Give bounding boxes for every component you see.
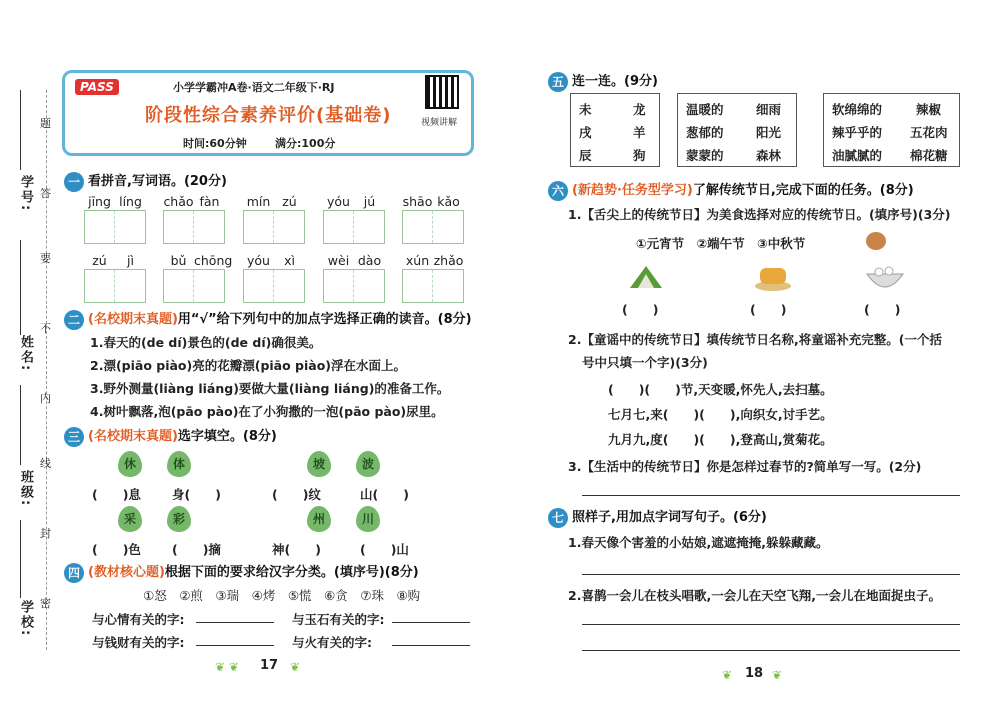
festival-options: ①元宵节 ②端午节 ③中秋节 bbox=[636, 236, 806, 251]
pinyin-label: xì bbox=[284, 253, 295, 268]
match-item[interactable]: 羊 bbox=[633, 125, 646, 140]
section-number: 二 bbox=[64, 310, 84, 330]
pinyin-label: jú bbox=[363, 194, 376, 209]
page-title: 阶段性综合素养评价(基础卷) bbox=[145, 105, 392, 126]
writing-grid[interactable] bbox=[243, 210, 305, 244]
pinyin-label: fàn bbox=[199, 194, 220, 209]
match-item[interactable]: 阳光 bbox=[756, 125, 782, 140]
mooncake-plate-icon bbox=[752, 262, 794, 292]
section-1-title: 一 看拼音,写词语。(20分) bbox=[64, 170, 227, 192]
page-number: 18 bbox=[745, 666, 764, 681]
match-item[interactable]: 未 bbox=[579, 102, 592, 117]
classify-label: 与火有关的字: bbox=[292, 635, 372, 650]
pinyin-label: jīng bbox=[88, 194, 111, 209]
pinyin-label: chǎo bbox=[163, 194, 194, 209]
match-item[interactable]: 五花肉 bbox=[910, 125, 948, 140]
leaf-char: 彩 bbox=[167, 506, 191, 532]
section-2-title: 二 (名校期末真题)用“√”给下列句中的加点字选择正确的读音。(8分) bbox=[64, 308, 472, 330]
school-line bbox=[20, 520, 21, 598]
score-label: 满分:100分 bbox=[275, 137, 336, 150]
seal-line bbox=[46, 90, 47, 650]
pass-logo: PASS bbox=[75, 79, 119, 95]
question-text: 3.【生活中的传统节日】你是怎样过春节的?简单写一写。(2分) bbox=[568, 459, 922, 474]
match-item[interactable]: 细雨 bbox=[756, 102, 782, 117]
fill-blank[interactable]: 神( ) bbox=[272, 542, 321, 557]
match-item[interactable]: 辰 bbox=[579, 148, 592, 163]
match-item[interactable]: 戌 bbox=[579, 125, 592, 140]
class-line bbox=[20, 385, 21, 465]
leaf-char: 休 bbox=[118, 451, 142, 477]
writing-grid[interactable] bbox=[402, 269, 464, 303]
pinyin-label: líng bbox=[119, 194, 142, 209]
classify-label: 与玉石有关的字: bbox=[292, 612, 385, 627]
match-item[interactable]: 狗 bbox=[633, 148, 646, 163]
section-number: 六 bbox=[548, 181, 568, 201]
section-6-title: 六 (新趋势·任务型学习)了解传统节日,完成下面的任务。(8分) bbox=[548, 179, 914, 201]
answer-line[interactable] bbox=[392, 645, 470, 646]
pinyin-label: shāo bbox=[402, 194, 433, 209]
fill-blank[interactable]: 身( ) bbox=[172, 487, 221, 502]
section-number: 三 bbox=[64, 427, 84, 447]
school-label: 学校: bbox=[18, 600, 33, 638]
section-number: 七 bbox=[548, 508, 568, 528]
rhyme-line[interactable]: 九月九,度( )( ),登高山,赏菊花。 bbox=[608, 432, 833, 447]
answer-line[interactable] bbox=[582, 624, 960, 625]
fill-blank[interactable]: 山( ) bbox=[360, 487, 409, 502]
match-item[interactable]: 油腻腻的 bbox=[832, 148, 883, 163]
answer-line[interactable] bbox=[582, 495, 960, 496]
answer-paren[interactable]: ( ) bbox=[750, 302, 787, 317]
writing-grid[interactable] bbox=[163, 210, 225, 244]
seal-char: 答 bbox=[40, 187, 51, 200]
section-number: 四 bbox=[64, 563, 84, 583]
qr-code-icon bbox=[425, 75, 459, 109]
pinyin-label: kǎo bbox=[437, 194, 460, 209]
writing-grid[interactable] bbox=[323, 269, 385, 303]
class-label: 班级: bbox=[18, 470, 33, 508]
pinyin-label: bǔ bbox=[170, 253, 187, 268]
rhyme-line[interactable]: 七月七,来( )( ),向织女,讨手艺。 bbox=[608, 407, 833, 422]
writing-grid[interactable] bbox=[163, 269, 225, 303]
fill-blank[interactable]: ( )摘 bbox=[172, 542, 221, 557]
answer-line[interactable] bbox=[392, 622, 470, 623]
leaf-char: 州 bbox=[307, 506, 331, 532]
name-line bbox=[20, 240, 21, 335]
match-item[interactable]: 辣椒 bbox=[916, 102, 942, 117]
section-3-title: 三 (名校期末真题)选字填空。(8分) bbox=[64, 425, 277, 447]
section-5-title: 五 连一连。(9分) bbox=[548, 70, 658, 92]
pinyin-label: chōng bbox=[194, 253, 233, 268]
series-label: 小学学霸冲A卷·语文二年级下·RJ bbox=[173, 81, 335, 94]
writing-grid[interactable] bbox=[84, 210, 146, 244]
seal-char: 密 bbox=[40, 597, 51, 610]
pinyin-label: mín bbox=[246, 194, 271, 209]
writing-grid[interactable] bbox=[323, 210, 385, 244]
writing-grid[interactable] bbox=[84, 269, 146, 303]
seal-char: 不 bbox=[40, 322, 51, 335]
section-number: 一 bbox=[64, 172, 84, 192]
answer-paren[interactable]: ( ) bbox=[864, 302, 901, 317]
example-sentence: 1.春天像个害羞的小姑娘,遮遮掩掩,躲躲藏藏。 bbox=[568, 535, 829, 550]
section-7-title: 七 照样子,用加点字词写句子。(6分) bbox=[548, 506, 767, 528]
leaf-char: 波 bbox=[356, 451, 380, 477]
pinyin-label: zú bbox=[92, 253, 107, 268]
char-list: ①怒 ②煎 ③瑞 ④烤 ⑤慌 ⑥贪 ⑦珠 ⑧购 bbox=[143, 588, 421, 603]
pinyin-label: yóu bbox=[247, 253, 270, 268]
leaf-char: 川 bbox=[356, 506, 380, 532]
question-line: 2.漂(piāo piào)亮的花瓣漂(piāo piào)浮在水面上。 bbox=[90, 358, 407, 373]
answer-paren[interactable]: ( ) bbox=[622, 302, 659, 317]
qr-label: 视频讲解 bbox=[421, 118, 458, 128]
student-id-label: 学号: bbox=[18, 175, 33, 213]
sprout-icon: ❦ bbox=[722, 668, 733, 682]
example-sentence: 2.喜鹊一会儿在枝头唱歌,一会儿在天空飞翔,一会儿在地面捉虫子。 bbox=[568, 588, 941, 603]
match-item[interactable]: 龙 bbox=[633, 102, 646, 117]
seal-char: 题 bbox=[40, 117, 51, 130]
question-text: 1.【舌尖上的传统节日】为美食选择对应的传统节日。(填序号)(3分) bbox=[568, 207, 951, 222]
page-number: 17 bbox=[260, 658, 279, 673]
title-frame bbox=[62, 70, 474, 156]
match-item[interactable]: 葱郁的 bbox=[686, 125, 724, 140]
match-group-2 bbox=[677, 93, 797, 167]
writing-grid[interactable] bbox=[402, 210, 464, 244]
classify-label: 与钱财有关的字: bbox=[92, 635, 185, 650]
seal-char: 要 bbox=[40, 252, 51, 265]
name-label: 姓名: bbox=[18, 335, 33, 373]
pinyin-label: wèi bbox=[327, 253, 350, 268]
fill-blank[interactable]: ( )色 bbox=[92, 542, 141, 557]
time-label: 时间:60分钟 bbox=[183, 137, 247, 150]
answer-line[interactable] bbox=[582, 574, 960, 575]
section-4-title: 四 (教材核心题)根据下面的要求给汉字分类。(填序号)(8分) bbox=[64, 561, 419, 583]
match-item[interactable]: 森林 bbox=[756, 148, 782, 163]
match-item[interactable]: 棉花糖 bbox=[910, 148, 948, 163]
student-id-line bbox=[20, 90, 21, 170]
section-number: 五 bbox=[548, 72, 568, 92]
rhyme-line[interactable]: ( )( )节,天变暖,怀先人,去扫墓。 bbox=[608, 382, 833, 397]
pinyin-label: xún bbox=[405, 253, 430, 268]
answer-line[interactable] bbox=[582, 650, 960, 651]
pinyin-label: dào bbox=[357, 253, 382, 268]
match-item[interactable]: 温暖的 bbox=[686, 102, 724, 117]
match-group-1 bbox=[570, 93, 660, 167]
tangyuan-bowl-icon bbox=[864, 262, 906, 292]
match-item[interactable]: 蒙蒙的 bbox=[686, 148, 724, 163]
question-line: 1.春天的(de dí)景色的(de dí)确很美。 bbox=[90, 335, 322, 350]
fill-blank[interactable]: ( )纹 bbox=[272, 487, 321, 502]
seal-char: 封 bbox=[40, 527, 51, 540]
question-text: 号中只填一个字)(3分) bbox=[582, 355, 708, 370]
question-line: 4.树叶飘落,泡(pāo pào)在了小狗撒的一泡(pāo pào)尿里。 bbox=[90, 404, 444, 419]
zongzi-icon bbox=[626, 262, 666, 292]
pinyin-label: yóu bbox=[327, 194, 350, 209]
sprout-icon: ❦ ❦ bbox=[215, 660, 239, 674]
answer-line[interactable] bbox=[196, 622, 274, 623]
question-line: 3.野外测量(liàng liáng)要做大量(liàng liáng)的准备工作。 bbox=[90, 381, 450, 396]
leaf-char: 坡 bbox=[307, 451, 331, 477]
writing-grid[interactable] bbox=[243, 269, 305, 303]
match-item[interactable]: 辣乎乎的 bbox=[832, 125, 883, 140]
question-text: 2.【童谣中的传统节日】填传统节日名称,将童谣补充完整。(一个括 bbox=[568, 332, 942, 347]
match-group-3 bbox=[823, 93, 960, 167]
sprout-icon: ❦ bbox=[772, 668, 783, 682]
fill-blank[interactable]: ( )息 bbox=[92, 487, 141, 502]
sprout-icon: ❦ bbox=[290, 660, 301, 674]
leaf-char: 体 bbox=[167, 451, 191, 477]
match-item[interactable]: 软绵绵的 bbox=[832, 102, 883, 117]
seal-char: 内 bbox=[40, 392, 51, 405]
mooncake-icon bbox=[866, 232, 886, 250]
leaf-char: 采 bbox=[118, 506, 142, 532]
pinyin-label: zhǎo bbox=[433, 253, 464, 268]
answer-line[interactable] bbox=[196, 645, 274, 646]
pinyin-label: zú bbox=[282, 194, 297, 209]
pinyin-label: jì bbox=[127, 253, 134, 268]
classify-label: 与心情有关的字: bbox=[92, 612, 185, 627]
seal-char: 线 bbox=[40, 457, 51, 470]
fill-blank[interactable]: ( )山 bbox=[360, 542, 409, 557]
